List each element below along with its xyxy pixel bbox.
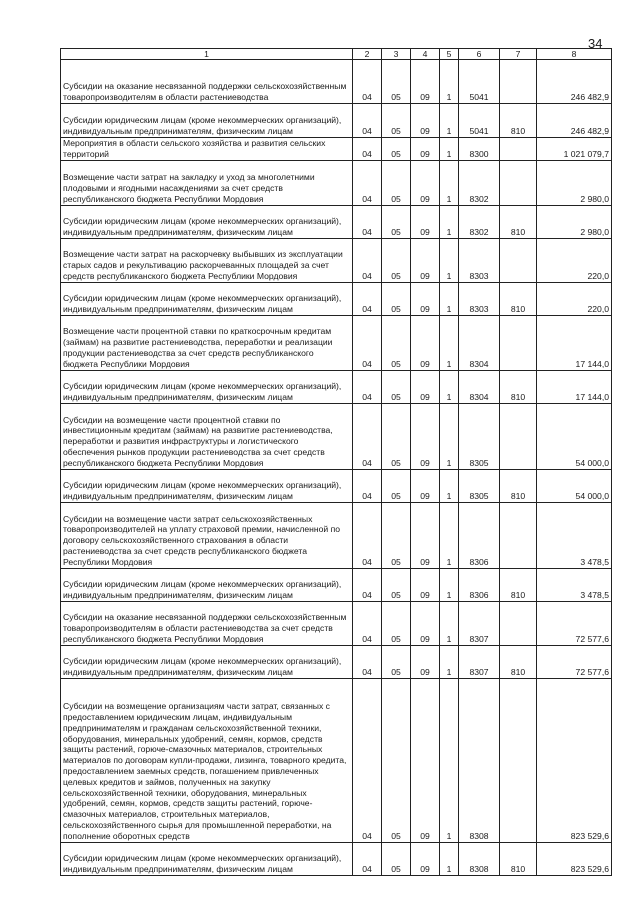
header-cell: 1 <box>61 49 353 60</box>
code-cell: 05 <box>382 160 411 205</box>
amount-cell: 220,0 <box>537 282 612 315</box>
row-name-cell: Субсидии на оказание несвязанной поддержки сельскохозяйственным товаропроизводителям в области растениеводства за счет средств республиканского бюджета Республики Мордовия <box>61 601 353 645</box>
code-cell: 05 <box>382 282 411 315</box>
header-cell: 6 <box>459 49 500 60</box>
code-cell: 04 <box>353 160 382 205</box>
code-cell: 05 <box>382 568 411 601</box>
code-cell: 8306 <box>459 502 500 568</box>
code-cell: 05 <box>382 502 411 568</box>
table-row <box>61 282 612 315</box>
amount-cell: 17 144,0 <box>537 370 612 403</box>
amount-cell: 17 144,0 <box>537 315 612 370</box>
row-name-cell: Возмещение части затрат на раскорчевку выбывших из эксплуатации старых садов и рекультивацию раскорчеванных площадей за счет средств республиканского бюджета Республики Мордовия <box>61 238 353 282</box>
code-cell <box>500 502 537 568</box>
code-cell: 09 <box>411 315 440 370</box>
code-cell: 05 <box>382 238 411 282</box>
code-cell: 8300 <box>459 138 500 161</box>
code-cell: 05 <box>382 469 411 502</box>
code-cell: 09 <box>411 568 440 601</box>
row-name-cell: Субсидии юридическим лицам (кроме некоммерческих организаций), индивидуальным предпринимателям, физическим лицам <box>61 205 353 238</box>
table-row <box>61 568 612 601</box>
amount-cell: 72 577,6 <box>537 601 612 645</box>
code-cell: 04 <box>353 645 382 678</box>
code-cell: 09 <box>411 601 440 645</box>
amount-cell: 54 000,0 <box>537 403 612 469</box>
amount-cell: 246 482,9 <box>537 60 612 104</box>
row-name-cell: Возмещение части затрат на закладку и уход за многолетними плодовыми и ягодными насаждениями за счет средств республиканского бюджета Республики Мордовия <box>61 160 353 205</box>
code-cell: 8305 <box>459 469 500 502</box>
code-cell: 04 <box>353 568 382 601</box>
amount-cell: 246 482,9 <box>537 104 612 138</box>
code-cell: 1 <box>440 138 459 161</box>
amount-cell: 823 529,6 <box>537 842 612 875</box>
code-cell: 05 <box>382 645 411 678</box>
code-cell: 1 <box>440 403 459 469</box>
amount-cell: 823 529,6 <box>537 678 612 842</box>
table-row <box>61 601 612 645</box>
budget-table <box>60 48 612 876</box>
table-row <box>61 205 612 238</box>
code-cell: 5041 <box>459 60 500 104</box>
table-row <box>61 842 612 875</box>
code-cell: 1 <box>440 205 459 238</box>
code-cell: 04 <box>353 282 382 315</box>
code-cell: 1 <box>440 842 459 875</box>
code-cell: 05 <box>382 601 411 645</box>
code-cell: 09 <box>411 238 440 282</box>
code-cell: 05 <box>382 315 411 370</box>
amount-cell: 3 478,5 <box>537 568 612 601</box>
code-cell: 8308 <box>459 678 500 842</box>
code-cell <box>500 60 537 104</box>
amount-cell: 54 000,0 <box>537 469 612 502</box>
code-cell: 810 <box>500 104 537 138</box>
code-cell: 8306 <box>459 568 500 601</box>
code-cell: 05 <box>382 842 411 875</box>
code-cell <box>500 138 537 161</box>
code-cell <box>500 601 537 645</box>
code-cell <box>500 678 537 842</box>
code-cell: 810 <box>500 370 537 403</box>
code-cell: 09 <box>411 282 440 315</box>
code-cell: 04 <box>353 104 382 138</box>
code-cell: 09 <box>411 205 440 238</box>
code-cell: 04 <box>353 205 382 238</box>
code-cell: 8307 <box>459 601 500 645</box>
amount-cell: 220,0 <box>537 238 612 282</box>
code-cell: 8304 <box>459 370 500 403</box>
code-cell: 1 <box>440 160 459 205</box>
code-cell <box>500 238 537 282</box>
code-cell: 8308 <box>459 842 500 875</box>
code-cell: 04 <box>353 502 382 568</box>
header-cell: 7 <box>500 49 537 60</box>
code-cell: 8302 <box>459 205 500 238</box>
code-cell: 810 <box>500 469 537 502</box>
amount-cell: 72 577,6 <box>537 645 612 678</box>
code-cell: 04 <box>353 403 382 469</box>
code-cell: 1 <box>440 370 459 403</box>
code-cell <box>500 160 537 205</box>
code-cell: 8304 <box>459 315 500 370</box>
code-cell: 1 <box>440 282 459 315</box>
code-cell: 1 <box>440 568 459 601</box>
code-cell: 8303 <box>459 282 500 315</box>
row-name-cell: Субсидии юридическим лицам (кроме некоммерческих организаций), индивидуальным предпринимателям, физическим лицам <box>61 645 353 678</box>
table-row <box>61 138 612 161</box>
table-row <box>61 60 612 104</box>
code-cell: 04 <box>353 601 382 645</box>
code-cell: 04 <box>353 678 382 842</box>
header-cell: 4 <box>411 49 440 60</box>
code-cell: 1 <box>440 104 459 138</box>
code-cell: 09 <box>411 502 440 568</box>
page-number: 34 <box>588 36 603 51</box>
table-row <box>61 370 612 403</box>
header-cell: 2 <box>353 49 382 60</box>
code-cell: 04 <box>353 138 382 161</box>
table-row <box>61 160 612 205</box>
code-cell: 09 <box>411 60 440 104</box>
code-cell: 810 <box>500 645 537 678</box>
table-row <box>61 678 612 842</box>
table-row <box>61 238 612 282</box>
code-cell <box>500 403 537 469</box>
code-cell: 04 <box>353 315 382 370</box>
row-name-cell: Субсидии на возмещение организациям части затрат, связанных с предоставлением юридическим лицам, индивидуальным предпринимателям и гражданам сельскохозяйственной техники, оборудования, минеральных удобрений, семян, кормов, средств защиты растений, горюче-смазочных материалов, строительных материалов по договорам купли-продажи, лизинга, товарного кредита, предоставлением заемных средств, погашением привлеченных целевых кредитов и займов, полученных на закупку сельскохозяйственной техники, оборудования, минеральных удобрений, семян, кормов, средств защиты растений, горюче-смазочных материалов, строительных материалов, сельскохозяйственного сырья для промышленной переработки, на пополнение оборотных средств <box>61 678 353 842</box>
code-cell: 09 <box>411 469 440 502</box>
code-cell: 04 <box>353 370 382 403</box>
code-cell: 8302 <box>459 160 500 205</box>
header-cell: 3 <box>382 49 411 60</box>
table-row <box>61 104 612 138</box>
code-cell: 05 <box>382 104 411 138</box>
code-cell: 04 <box>353 842 382 875</box>
code-cell: 04 <box>353 238 382 282</box>
code-cell: 1 <box>440 645 459 678</box>
code-cell: 5041 <box>459 104 500 138</box>
amount-cell: 3 478,5 <box>537 502 612 568</box>
code-cell <box>500 315 537 370</box>
code-cell: 09 <box>411 842 440 875</box>
code-cell: 1 <box>440 60 459 104</box>
row-name-cell: Субсидии юридическим лицам (кроме некоммерческих организаций), индивидуальным предпринимателям, физическим лицам <box>61 104 353 138</box>
row-name-cell: Субсидии юридическим лицам (кроме некоммерческих организаций), индивидуальным предпринимателям, физическим лицам <box>61 282 353 315</box>
code-cell: 8303 <box>459 238 500 282</box>
table-row <box>61 403 612 469</box>
code-cell: 09 <box>411 160 440 205</box>
code-cell: 04 <box>353 60 382 104</box>
code-cell: 1 <box>440 238 459 282</box>
code-cell: 8307 <box>459 645 500 678</box>
code-cell: 1 <box>440 315 459 370</box>
row-name-cell: Субсидии юридическим лицам (кроме некоммерческих организаций), индивидуальным предпринимателям, физическим лицам <box>61 842 353 875</box>
code-cell: 810 <box>500 282 537 315</box>
code-cell: 05 <box>382 403 411 469</box>
code-cell: 810 <box>500 842 537 875</box>
code-cell: 05 <box>382 60 411 104</box>
code-cell: 810 <box>500 205 537 238</box>
code-cell: 1 <box>440 678 459 842</box>
row-name-cell: Возмещение части процентной ставки по краткосрочным кредитам (займам) на развитие растениеводства, переработки и реализации продукции растениеводства за счет средств республиканского бюджета Республики Мордовия <box>61 315 353 370</box>
row-name-cell: Субсидии юридическим лицам (кроме некоммерческих организаций), индивидуальным предпринимателям, физическим лицам <box>61 568 353 601</box>
code-cell: 09 <box>411 370 440 403</box>
code-cell: 05 <box>382 678 411 842</box>
header-row <box>61 49 612 60</box>
row-name-cell: Мероприятия в области сельского хозяйства и развития сельских территорий <box>61 138 353 161</box>
table-row <box>61 469 612 502</box>
code-cell: 04 <box>353 469 382 502</box>
code-cell: 1 <box>440 601 459 645</box>
code-cell: 09 <box>411 645 440 678</box>
code-cell: 05 <box>382 370 411 403</box>
row-name-cell: Субсидии на оказание несвязанной поддержки сельскохозяйственным товаропроизводителям в области растениеводства <box>61 60 353 104</box>
table-row <box>61 645 612 678</box>
header-cell: 8 <box>537 49 612 60</box>
row-name-cell: Субсидии на возмещение части затрат сельскохозяйственных товаропроизводителей на уплату страховой премии, начисленной по договору сельскохозяйственного страхования в области растениеводства за счет средств республиканского бюджета Республики Мордовия <box>61 502 353 568</box>
amount-cell: 1 021 079,7 <box>537 138 612 161</box>
amount-cell: 2 980,0 <box>537 205 612 238</box>
table-row <box>61 502 612 568</box>
code-cell: 09 <box>411 678 440 842</box>
code-cell: 05 <box>382 205 411 238</box>
code-cell: 09 <box>411 104 440 138</box>
code-cell: 09 <box>411 138 440 161</box>
code-cell: 09 <box>411 403 440 469</box>
code-cell: 1 <box>440 502 459 568</box>
table-row <box>61 315 612 370</box>
code-cell: 810 <box>500 568 537 601</box>
code-cell: 8305 <box>459 403 500 469</box>
header-cell: 5 <box>440 49 459 60</box>
code-cell: 05 <box>382 138 411 161</box>
row-name-cell: Субсидии юридическим лицам (кроме некоммерческих организаций), индивидуальным предпринимателям, физическим лицам <box>61 370 353 403</box>
amount-cell: 2 980,0 <box>537 160 612 205</box>
code-cell: 1 <box>440 469 459 502</box>
row-name-cell: Субсидии на возмещение части процентной ставки по инвестиционным кредитам (займам) на развитие растениеводства, переработки и развития инфраструктуры и логистического обеспечения рынков продукции растениеводства за счет средств республиканского бюджета Республики Мордовия <box>61 403 353 469</box>
row-name-cell: Субсидии юридическим лицам (кроме некоммерческих организаций), индивидуальным предпринимателям, физическим лицам <box>61 469 353 502</box>
